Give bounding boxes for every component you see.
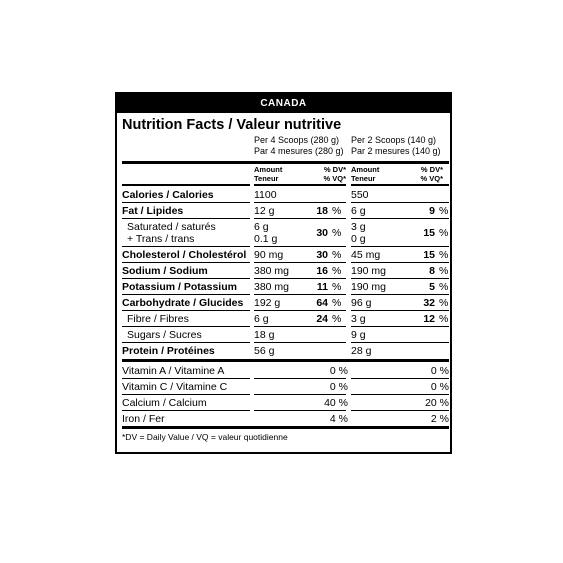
amount-col-2-dv: % DV* — [420, 165, 443, 174]
nutrient-name: Fat / Lipides — [122, 205, 184, 217]
row-rule — [254, 394, 346, 395]
daily-value-pct: 30 — [316, 249, 328, 261]
amount-value: 192 g — [254, 297, 281, 309]
row-rule — [254, 378, 346, 379]
vitamin-value: 4 % — [329, 413, 348, 425]
row-rule — [351, 218, 449, 219]
row-rule — [351, 202, 449, 203]
row-rule — [351, 246, 449, 247]
amount-value: 3 g — [351, 313, 366, 325]
amount-col-dv: % DV* — [323, 165, 346, 174]
header-rule — [122, 184, 250, 186]
daily-value-pct: 16 — [316, 265, 328, 277]
vitamin-value: 0 % — [329, 381, 348, 393]
header-rule — [254, 184, 346, 186]
daily-value-pct: 32 — [423, 297, 435, 309]
thick-rule — [122, 161, 449, 164]
amount-value: 12 g — [254, 205, 275, 217]
pct-symbol: % — [439, 205, 449, 217]
row-rule — [351, 394, 449, 395]
row-rule — [351, 278, 449, 279]
pct-symbol: % — [332, 297, 342, 309]
amount-value: 56 g — [254, 345, 275, 357]
thick-rule — [122, 426, 449, 429]
amount-value: 380 mg — [254, 265, 290, 277]
daily-value-pct: 5 — [429, 281, 435, 293]
vitamin-value: 0 % — [329, 365, 348, 377]
vitamin-name: Vitamin A / Vitamine A — [122, 365, 225, 377]
pct-symbol: % — [332, 281, 342, 293]
pct-symbol: % — [439, 297, 449, 309]
vitamin-value: 40 % — [324, 397, 348, 409]
row-rule — [254, 326, 346, 327]
nutrient-name: Fibre / Fibres — [127, 313, 189, 325]
amount-value: 0 g — [351, 233, 366, 245]
pct-symbol: % — [332, 313, 342, 325]
amount-value: 96 g — [351, 297, 372, 309]
nutrient-name: Cholesterol / Cholestérol — [122, 249, 247, 261]
row-rule — [122, 378, 250, 379]
pct-symbol: % — [332, 227, 342, 239]
amount-value: 90 mg — [254, 249, 284, 261]
nutrient-name: Sodium / Sodium — [122, 265, 208, 277]
daily-value-pct: 9 — [429, 205, 435, 217]
serving-size-2: Per 2 Scoops (140 g) Par 2 mesures (140 g) — [351, 135, 441, 156]
amount-value: 6 g — [254, 221, 269, 233]
daily-value-pct: 18 — [316, 205, 328, 217]
row-rule — [122, 410, 250, 411]
country-band: CANADA — [117, 94, 450, 113]
row-rule — [351, 262, 449, 263]
row-rule — [254, 262, 346, 263]
daily-value-pct: 11 — [316, 281, 328, 293]
row-rule — [254, 202, 346, 203]
pct-symbol: % — [439, 265, 449, 277]
row-rule — [351, 342, 449, 343]
row-rule — [351, 294, 449, 295]
amount-col-header: Amount — [254, 165, 283, 174]
amount-value: 6 g — [351, 205, 366, 217]
nutrient-name: Sugars / Sucres — [127, 329, 202, 341]
nutrition-facts-label — [115, 92, 452, 454]
nutrient-name: Carbohydrate / Glucides — [122, 297, 244, 309]
row-rule — [254, 278, 346, 279]
amount-value: 3 g — [351, 221, 366, 233]
amount-col-2-header: Amount — [351, 165, 380, 174]
amount-col-2-vq: % VQ* — [420, 173, 443, 183]
row-rule — [351, 378, 449, 379]
daily-value-pct: 15 — [423, 227, 435, 239]
vitamin-name: Iron / Fer — [122, 413, 165, 425]
vitamin-value: 20 % — [425, 397, 449, 409]
vitamin-name: Vitamin C / Vitamine C — [122, 381, 228, 393]
pct-symbol: % — [439, 313, 449, 325]
row-rule — [122, 342, 250, 343]
row-rule — [122, 218, 250, 219]
row-rule — [122, 278, 250, 279]
row-rule — [254, 342, 346, 343]
amount-col-vq: % VQ* — [323, 173, 346, 183]
nutrient-name: Protein / Protéines — [122, 345, 215, 357]
daily-value-pct: 30 — [316, 227, 328, 239]
amount-value: 18 g — [254, 329, 275, 341]
pct-symbol: % — [439, 281, 449, 293]
amount-value: 6 g — [254, 313, 269, 325]
pct-symbol: % — [332, 249, 342, 261]
row-rule — [351, 410, 449, 411]
daily-value-pct: 15 — [423, 249, 435, 261]
row-rule — [122, 326, 250, 327]
vitamin-value: 0 % — [430, 381, 449, 393]
amount-value: 9 g — [351, 329, 366, 341]
amount-value: 190 mg — [351, 281, 387, 293]
serving-size-1: Per 4 Scoops (280 g) Par 4 mesures (280 g) — [254, 135, 344, 156]
vitamin-name: Calcium / Calcium — [122, 397, 207, 409]
daily-value-pct: 24 — [316, 313, 328, 325]
label-title: Nutrition Facts / Valeur nutritive — [122, 117, 342, 133]
amount-value: 380 mg — [254, 281, 290, 293]
daily-value-pct: 64 — [316, 297, 328, 309]
footnote: *DV = Daily Value / VQ = valeur quotidienne — [122, 432, 288, 442]
row-rule — [254, 310, 346, 311]
pct-symbol: % — [332, 265, 342, 277]
row-rule — [254, 218, 346, 219]
row-rule — [122, 202, 250, 203]
nutrient-name-sub: + Trans / trans — [127, 233, 195, 245]
nutrient-name: Potassium / Potassium — [122, 281, 237, 293]
amount-value: 190 mg — [351, 265, 387, 277]
row-rule — [122, 262, 250, 263]
pct-symbol: % — [332, 205, 342, 217]
nutrient-name: Saturated / saturés — [127, 221, 216, 233]
row-rule — [254, 410, 346, 411]
amount-value: 550 — [351, 189, 369, 201]
row-rule — [122, 394, 250, 395]
amount-value: 1100 — [254, 189, 277, 201]
row-rule — [122, 310, 250, 311]
daily-value-pct: 12 — [423, 313, 435, 325]
amount-col-header-fr: Teneur — [254, 173, 279, 183]
amount-value: 28 g — [351, 345, 372, 357]
row-rule — [351, 326, 449, 327]
amount-value: 45 mg — [351, 249, 381, 261]
amount-value: 0.1 g — [254, 233, 278, 245]
row-rule — [122, 246, 250, 247]
daily-value-pct: 8 — [429, 265, 435, 277]
row-rule — [122, 294, 250, 295]
vitamin-value: 2 % — [430, 413, 449, 425]
pct-symbol: % — [439, 249, 449, 261]
row-rule — [254, 294, 346, 295]
amount-col-2-header-fr: Teneur — [351, 173, 376, 183]
nutrient-name: Calories / Calories — [122, 189, 214, 201]
header-rule — [351, 184, 449, 186]
thick-rule — [122, 359, 449, 362]
pct-symbol: % — [439, 227, 449, 239]
row-rule — [254, 246, 346, 247]
vitamin-value: 0 % — [430, 365, 449, 377]
row-rule — [351, 310, 449, 311]
